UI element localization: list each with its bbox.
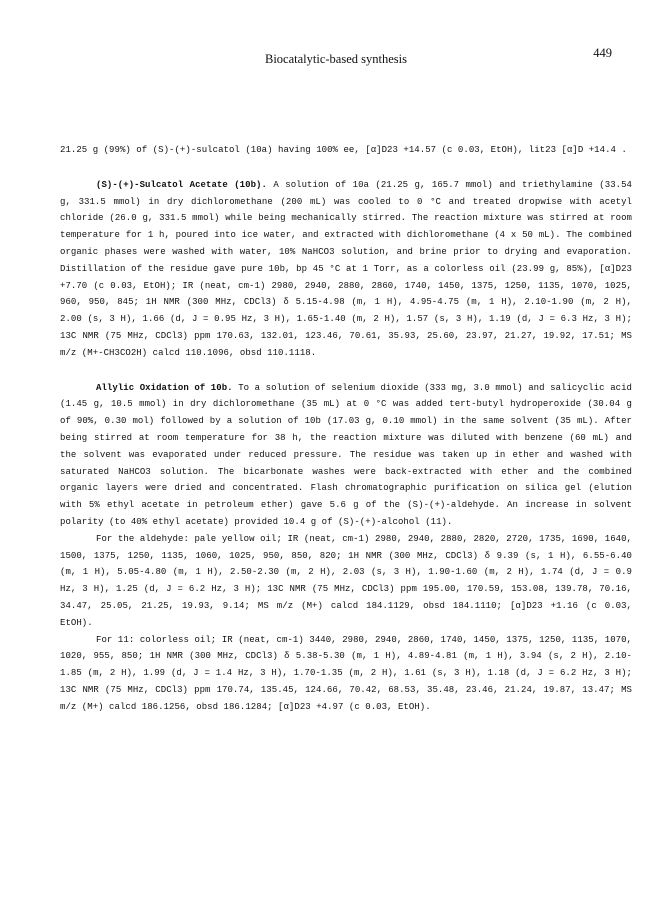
section-heading: Allylic Oxidation of 10b. xyxy=(96,382,233,393)
section-heading: (S)-(+)-Sulcatol Acetate (10b). xyxy=(96,179,267,190)
running-title: Biocatalytic-based synthesis xyxy=(265,52,407,66)
paragraph-sulcatol-yield: 21.25 g (99%) of (S)-(+)-sulcatol (10a) having 100% ee, [α]D23 +14.57 (c 0.03, EtOH), lit23 [α]D +14.4 . xyxy=(60,145,627,155)
paragraph-text: To a solution of selenium dioxide (333 mg, 3.0 mmol) and salicyclic acid (1.45 g, 10.5 mmol) in dry dichloromethane (35 mL) at 0 °C was added tert-butyl hydroperoxide (30.04 g of 90%, 0.30 mol) followed by a solution of 10b (17.03 g, 0.10 mmol) in the same solvent (35 mL). After being stirred at room temperature for 38 h, the reaction mixture was diluted with benzene (60 mL) and the solvent was evaporated under reduced pressure. The residue was taken up in ether and washed with saturated NaHCO3 solution. The bicarbonate washes were back-extracted with ether and the combined organic layers were dried and concentrated. Flash chromatographic purification on silica gel (elution with 5% ethyl acetate in petroleum ether) gave 5.6 g of the (S)-(+)-aldehyde. An increase in solvent polarity (to 40% ethyl acetate) provided 10.4 g of (S)-(+)-alcohol (11). xyxy=(60,382,632,527)
paragraph-text: A solution of 10a (21.25 g, 165.7 mmol) and triethylamine (33.54 g, 331.5 mmol) in dry dichloromethane (200 mL) was cooled to 0 °C and treated dropwise with acetyl chloride (26.0 g, 331.5 mmol) while being mechanically stirred. The reaction mixture was stirred at room temperature for 1 h, poured into ice water, and extracted with dichloromethane (4 x 50 mL). The combined organic phases were washed with water, 10% NaHCO3 solution, and brine prior to drying and evaporation. Distillation of the residue gave pure 10b, bp 45 °C at 1 Torr, as a colorless oil (23.99 g, 85%), [α]D23 +7.70 (c 0.03, EtOH); IR (neat, cm-1) 2980, 2940, 2880, 2860, 1740, 1450, 1375, 1250, 1135, 1070, 1025, 960, 950, 845; 1H NMR (300 MHz, CDCl3) δ 5.15-4.98 (m, 1 H), 4.95-4.75 (m, 1 H), 2.10-1.90 (m, 2 H), 2.00 (s, 3 H), 1.66 (d, J = 0.95 Hz, 3 H), 1.65-1.40 (m, 2 H), 1.57 (s, 3 H), 1.19 (d, J = 6.3 Hz, 3 H); 13C NMR (75 MHz, CDCl3) ppm 170.63, 132.01, 123.46, 70.61, 35.93, 25.60, 23.97, 21.27, 19.92, 17.51; MS m/z (M+-CH3CO2H) calcd 110.1096, obsd 110.1118. xyxy=(60,179,633,358)
paragraph-aldehyde-data: For the aldehyde: pale yellow oil; IR (neat, cm-1) 2980, 2940, 2880, 2820, 2720, 1735, 1690, 1640, 1500, 1375, 1250, 1135, 1060, 1025, 950, 850, 820; 1H NMR (300 MHz, CDCl3) δ 9.39 (s, 1 H), 6.55-6.40 (m, 1 H), 5.05-4.80 (m, 1 H), 2.50-2.30 (m, 2 H), 2.03 (s, 3 H), 1.90-1.60 (m, 2 H), 1.74 (d, J = 0.9 Hz, 3 H), 1.25 (d, J = 6.2 Hz, 3 H); 13C NMR (75 MHz, CDCl3) ppm 195.00, 170.59, 153.08, 139.78, 70.16, 34.47, 25.05, 21.25, 19.93, 9.14; MS m/z (M+) calcd 184.1129, obsd 184.1110; [α]D23 +1.16 (c 0.03, EtOH). xyxy=(60,533,632,628)
paragraph-sulcatol-acetate xyxy=(60,177,632,362)
paragraph-allylic-oxidation xyxy=(60,380,632,531)
page-header xyxy=(0,42,672,66)
body-text xyxy=(60,142,632,716)
paragraph-alcohol-data: For 11: colorless oil; IR (neat, cm-1) 3440, 2980, 2940, 2860, 1740, 1450, 1375, 1250, 1135, 1070, 1020, 955, 850; 1H NMR (300 MHz, CDCl3) δ 5.38-5.30 (m, 1 H), 4.89-4.81 (m, 1 H), 3.94 (s, 2 H), 2.10-1.85 (m, 2 H), 1.99 (d, J = 1.4 Hz, 3 H), 1.70-1.35 (m, 2 H), 1.61 (s, 3 H), 1.18 (d, J = 6.2 Hz, 3 H); 13C NMR (75 MHz, CDCl3) ppm 170.74, 135.45, 124.66, 70.42, 68.53, 35.48, 23.46, 21.24, 19.87, 13.47; MS m/z (M+) calcd 186.1256, obsd 186.1284; [α]D23 +4.97 (c 0.03, EtOH). xyxy=(60,634,632,712)
page-number: 449 xyxy=(593,46,612,60)
